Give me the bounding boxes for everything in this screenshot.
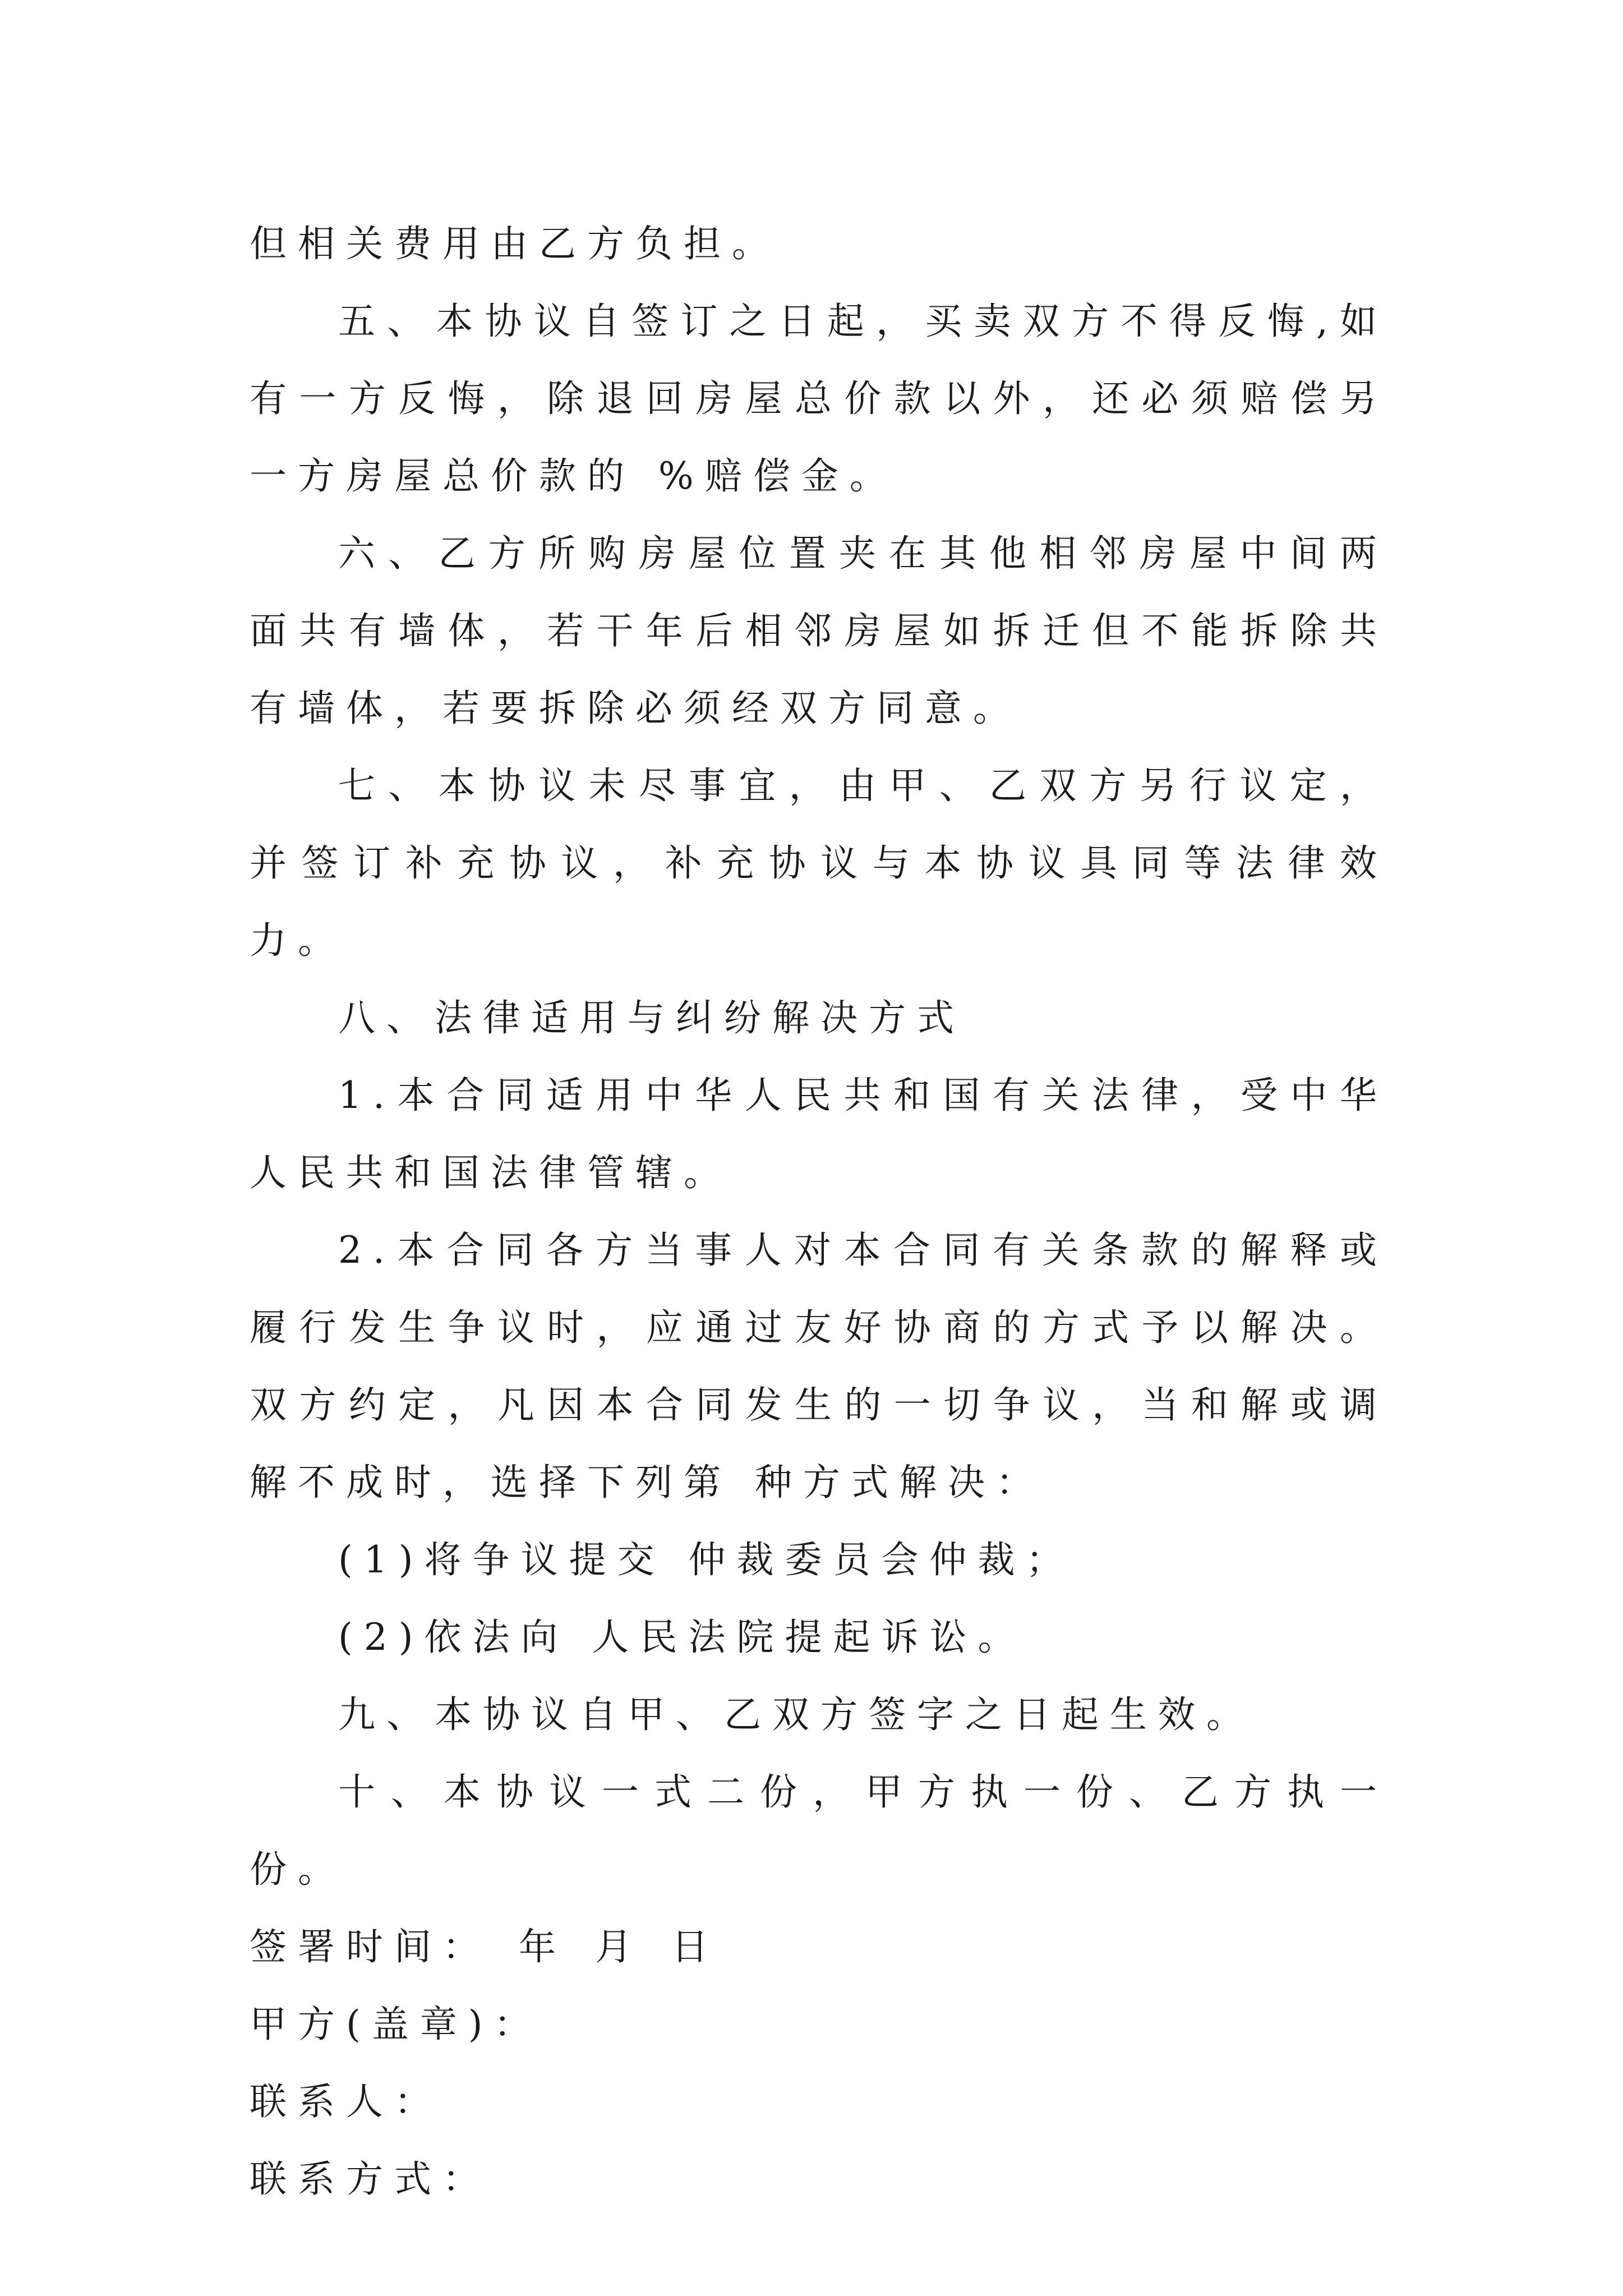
- paragraph-clause-10: 十、本协议一式二份，甲方执一份、乙方执一份。: [250, 1770, 1388, 1891]
- paragraph-clause-5: 五、本协议自签订之日起，买卖双方不得反悔,如有一方反悔，除退回房屋总价款以外，还必须赔偿另一方房屋总价款的 %赔偿金。: [250, 300, 1388, 498]
- signature-date-line: [250, 1908, 1388, 1986]
- paragraph-clause-8-2: 2.本合同各方当事人对本合同有关条款的解释或履行发生争议时，应通过友好协商的方式予以解决。双方约定，凡因本合同发生的一切争议，当和解或调解不成时，选择下列第 种方式解决：: [250, 1228, 1388, 1504]
- paragraph-clause-6: 六、乙方所购房屋位置夹在其他相邻房屋中间两面共有墙体，若干年后相邻房屋如拆迁但不能拆除共有墙体，若要拆除必须经双方同意。: [250, 532, 1388, 730]
- signature-date-label: 签署时间：: [250, 1925, 491, 1968]
- document-body: [250, 205, 1388, 2218]
- paragraph-clause-8-1: 1.本合同适用中华人民共和国有关法律，受中华人民共和国法律管辖。: [250, 1074, 1388, 1194]
- signature-day: 日: [671, 1925, 720, 1968]
- signature-party-a: 甲方(盖章)：: [250, 2003, 542, 2046]
- paragraph-clause-8-heading: 八、法律适用与纠纷解决方式: [338, 996, 965, 1039]
- paragraph-fee-continuation: 但相关费用由乙方负担。: [250, 222, 780, 265]
- paragraph-clause-7: 七、本协议未尽事宜，由甲、乙双方另行议定，并签订补充协议，补充协议与本协议具同等法律效力。: [250, 764, 1388, 962]
- paragraph-option-arbitration: (1)将争议提交 仲裁委员会仲裁；: [338, 1538, 1075, 1581]
- signature-contact-person: 联系人：: [250, 2080, 442, 2123]
- paragraph-clause-9: 九、本协议自甲、乙双方签字之日起生效。: [338, 1693, 1255, 1736]
- signature-year: 年: [519, 1925, 567, 1968]
- signature-contact-method: 联系方式：: [250, 2157, 491, 2201]
- signature-month: 月: [595, 1925, 643, 1968]
- paragraph-option-court: (2)依法向 人民法院提起诉讼。: [338, 1616, 1026, 1659]
